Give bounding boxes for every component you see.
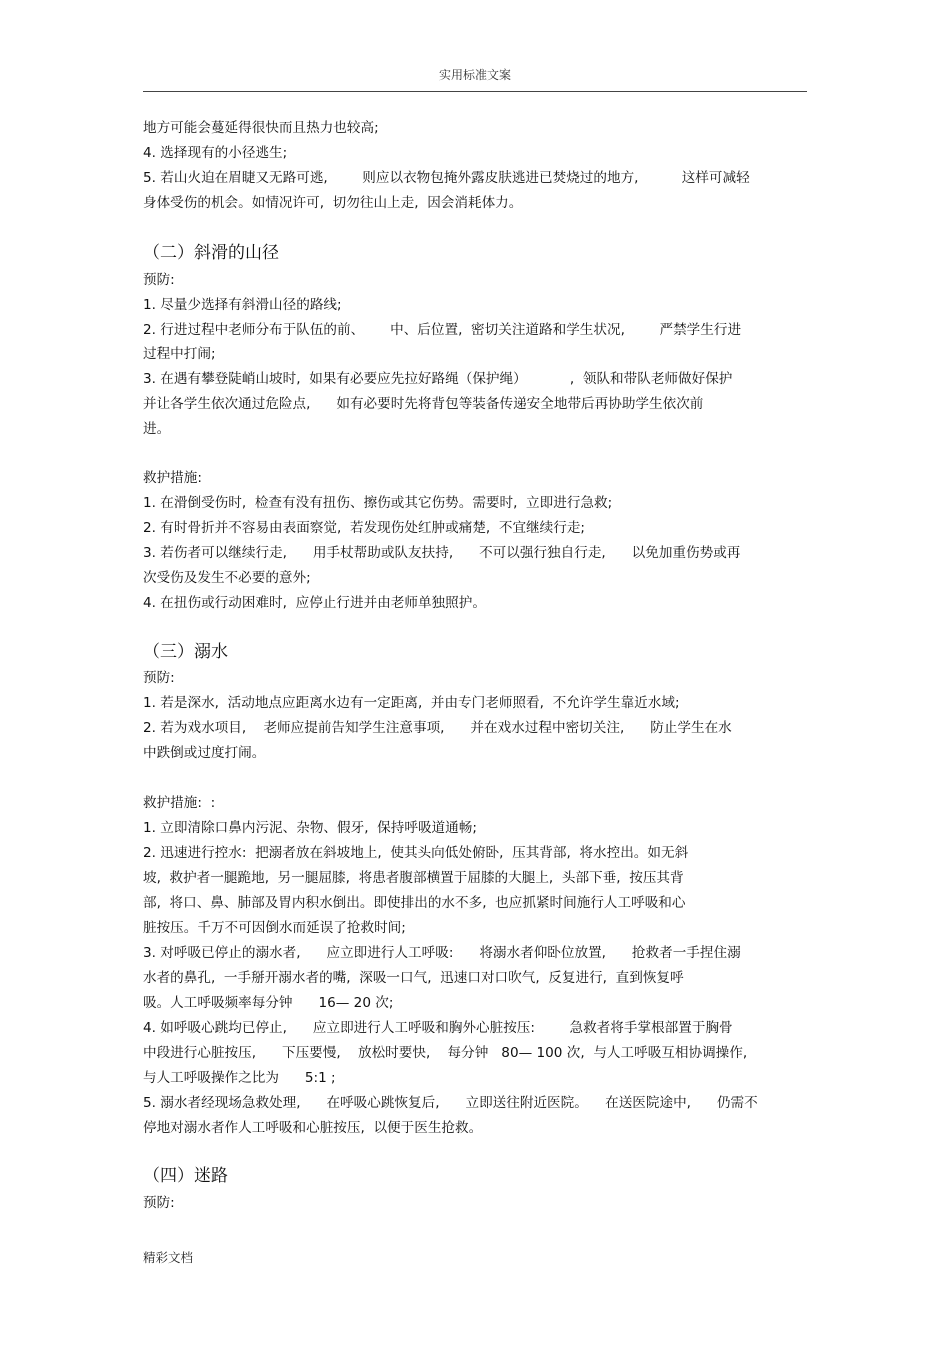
text-line: 中段进行心脏按压, 下压要慢, 放松时要快, 每分钟 80— 100 次, 与人工呼吸互相协调操作, [143, 1045, 748, 1061]
text-line: 4. 如呼吸心跳均已停止, 应立即进行人工呼吸和胸外心脏按压: 急救者将手掌根部置于胸骨 [143, 1020, 733, 1036]
text-line: 预防: [143, 272, 175, 288]
text-line: 身体受伤的机会。如情况许可, 切勿往山上走, 因会消耗体力。 [143, 195, 523, 211]
text-line: 预防: [143, 670, 175, 686]
text-line: 地方可能会蔓延得很快而且热力也较高; [143, 120, 379, 136]
text-line: 5. 溺水者经现场急救处理, 在呼吸心跳恢复后, 立即送往附近医院。 在送医院途中, 仍需不 [143, 1095, 758, 1111]
text-line: 进。 [143, 421, 171, 437]
text-line: 救护措施: [143, 470, 202, 486]
text-line: 1. 立即清除口鼻内污泥、杂物、假牙, 保持呼吸道通畅; [143, 820, 477, 836]
header-rule [143, 91, 807, 92]
section-heading: （三）溺水 [143, 642, 228, 662]
text-line: 1. 在滑倒受伤时, 检查有没有扭伤、擦伤或其它伤势。需要时, 立即进行急救; [143, 495, 613, 511]
text-line: 部, 将口、鼻、肺部及胃内积水倒出。即使排出的水不多, 也应抓紧时间施行人工呼吸和心 [143, 895, 686, 911]
text-line: 2. 迅速进行控水: 把溺者放在斜坡地上, 使其头向低处俯卧, 压其背部, 将水控出。如无斜 [143, 845, 689, 861]
text-line: 并让各学生依次通过危险点, 如有必要时先将背包等装备传递安全地带后再协助学生依次前 [143, 396, 704, 412]
page-footer: 精彩文档 [143, 1250, 194, 1265]
text-line: 与人工呼吸操作之比为 5:1 ; [143, 1070, 336, 1086]
page-header: 实用标准文案 [438, 68, 511, 82]
text-line: 救护措施: : [143, 795, 216, 811]
text-line: 4. 在扭伤或行动困难时, 应停止行进并由老师单独照护。 [143, 595, 486, 611]
text-line: 1. 若是深水, 活动地点应距离水边有一定距离, 并由专门老师照看, 不允许学生靠近水域; [143, 695, 680, 711]
text-line: 4. 选择现有的小径逃生; [143, 145, 288, 161]
section-heading: （二）斜滑的山径 [143, 243, 279, 263]
section-heading: （四）迷路 [143, 1166, 228, 1186]
text-line: 脏按压。千万不可因倒水而延误了抢救时间; [143, 920, 406, 936]
text-line: 中跌倒或过度打闹。 [143, 745, 266, 761]
text-line: 预防: [143, 1195, 175, 1211]
text-line: 次受伤及发生不必要的意外; [143, 570, 311, 586]
text-line: 5. 若山火迫在眉睫又无路可逃, 则应以衣物包掩外露皮肤逃进已焚烧过的地方, 这样可减轻 [143, 170, 750, 186]
text-line: 3. 在遇有攀登陡峭山坡时, 如果有必要应先拉好路绳（保护绳） , 领队和带队老师做好保护 [143, 371, 733, 387]
text-line: 停地对溺水者作人工呼吸和心脏按压, 以便于医生抢救。 [143, 1120, 483, 1136]
text-line: 水者的鼻孔, 一手掰开溺水者的嘴, 深吸一口气, 迅速口对口吹气, 反复进行, 直到恢复呼 [143, 970, 684, 986]
text-line: 过程中打闹; [143, 346, 216, 362]
text-line: 吸。人工呼吸频率每分钟 16— 20 次; [143, 995, 394, 1011]
text-line: 3. 对呼吸已停止的溺水者, 应立即进行人工呼吸: 将溺水者仰卧位放置, 抢救者一手捏住溺 [143, 945, 741, 961]
text-line: 2. 行进过程中老师分布于队伍的前、 中、后位置, 密切关注道路和学生状况, 严禁学生行进 [143, 322, 742, 338]
text-line: 2. 若为戏水项目, 老师应提前告知学生注意事项, 并在戏水过程中密切关注, 防止学生在水 [143, 720, 732, 736]
text-line: 坡, 救护者一腿跪地, 另一腿屈膝, 将患者腹部横置于屈膝的大腿上, 头部下垂, 按压其背 [143, 870, 684, 886]
text-line: 1. 尽量少选择有斜滑山径的路线; [143, 297, 342, 313]
text-line: 2. 有时骨折并不容易由表面察觉, 若发现伤处红肿或痛楚, 不宜继续行走; [143, 520, 586, 536]
text-line: 3. 若伤者可以继续行走, 用手杖帮助或队友扶持, 不可以强行独自行走, 以免加重伤势或再 [143, 545, 741, 561]
